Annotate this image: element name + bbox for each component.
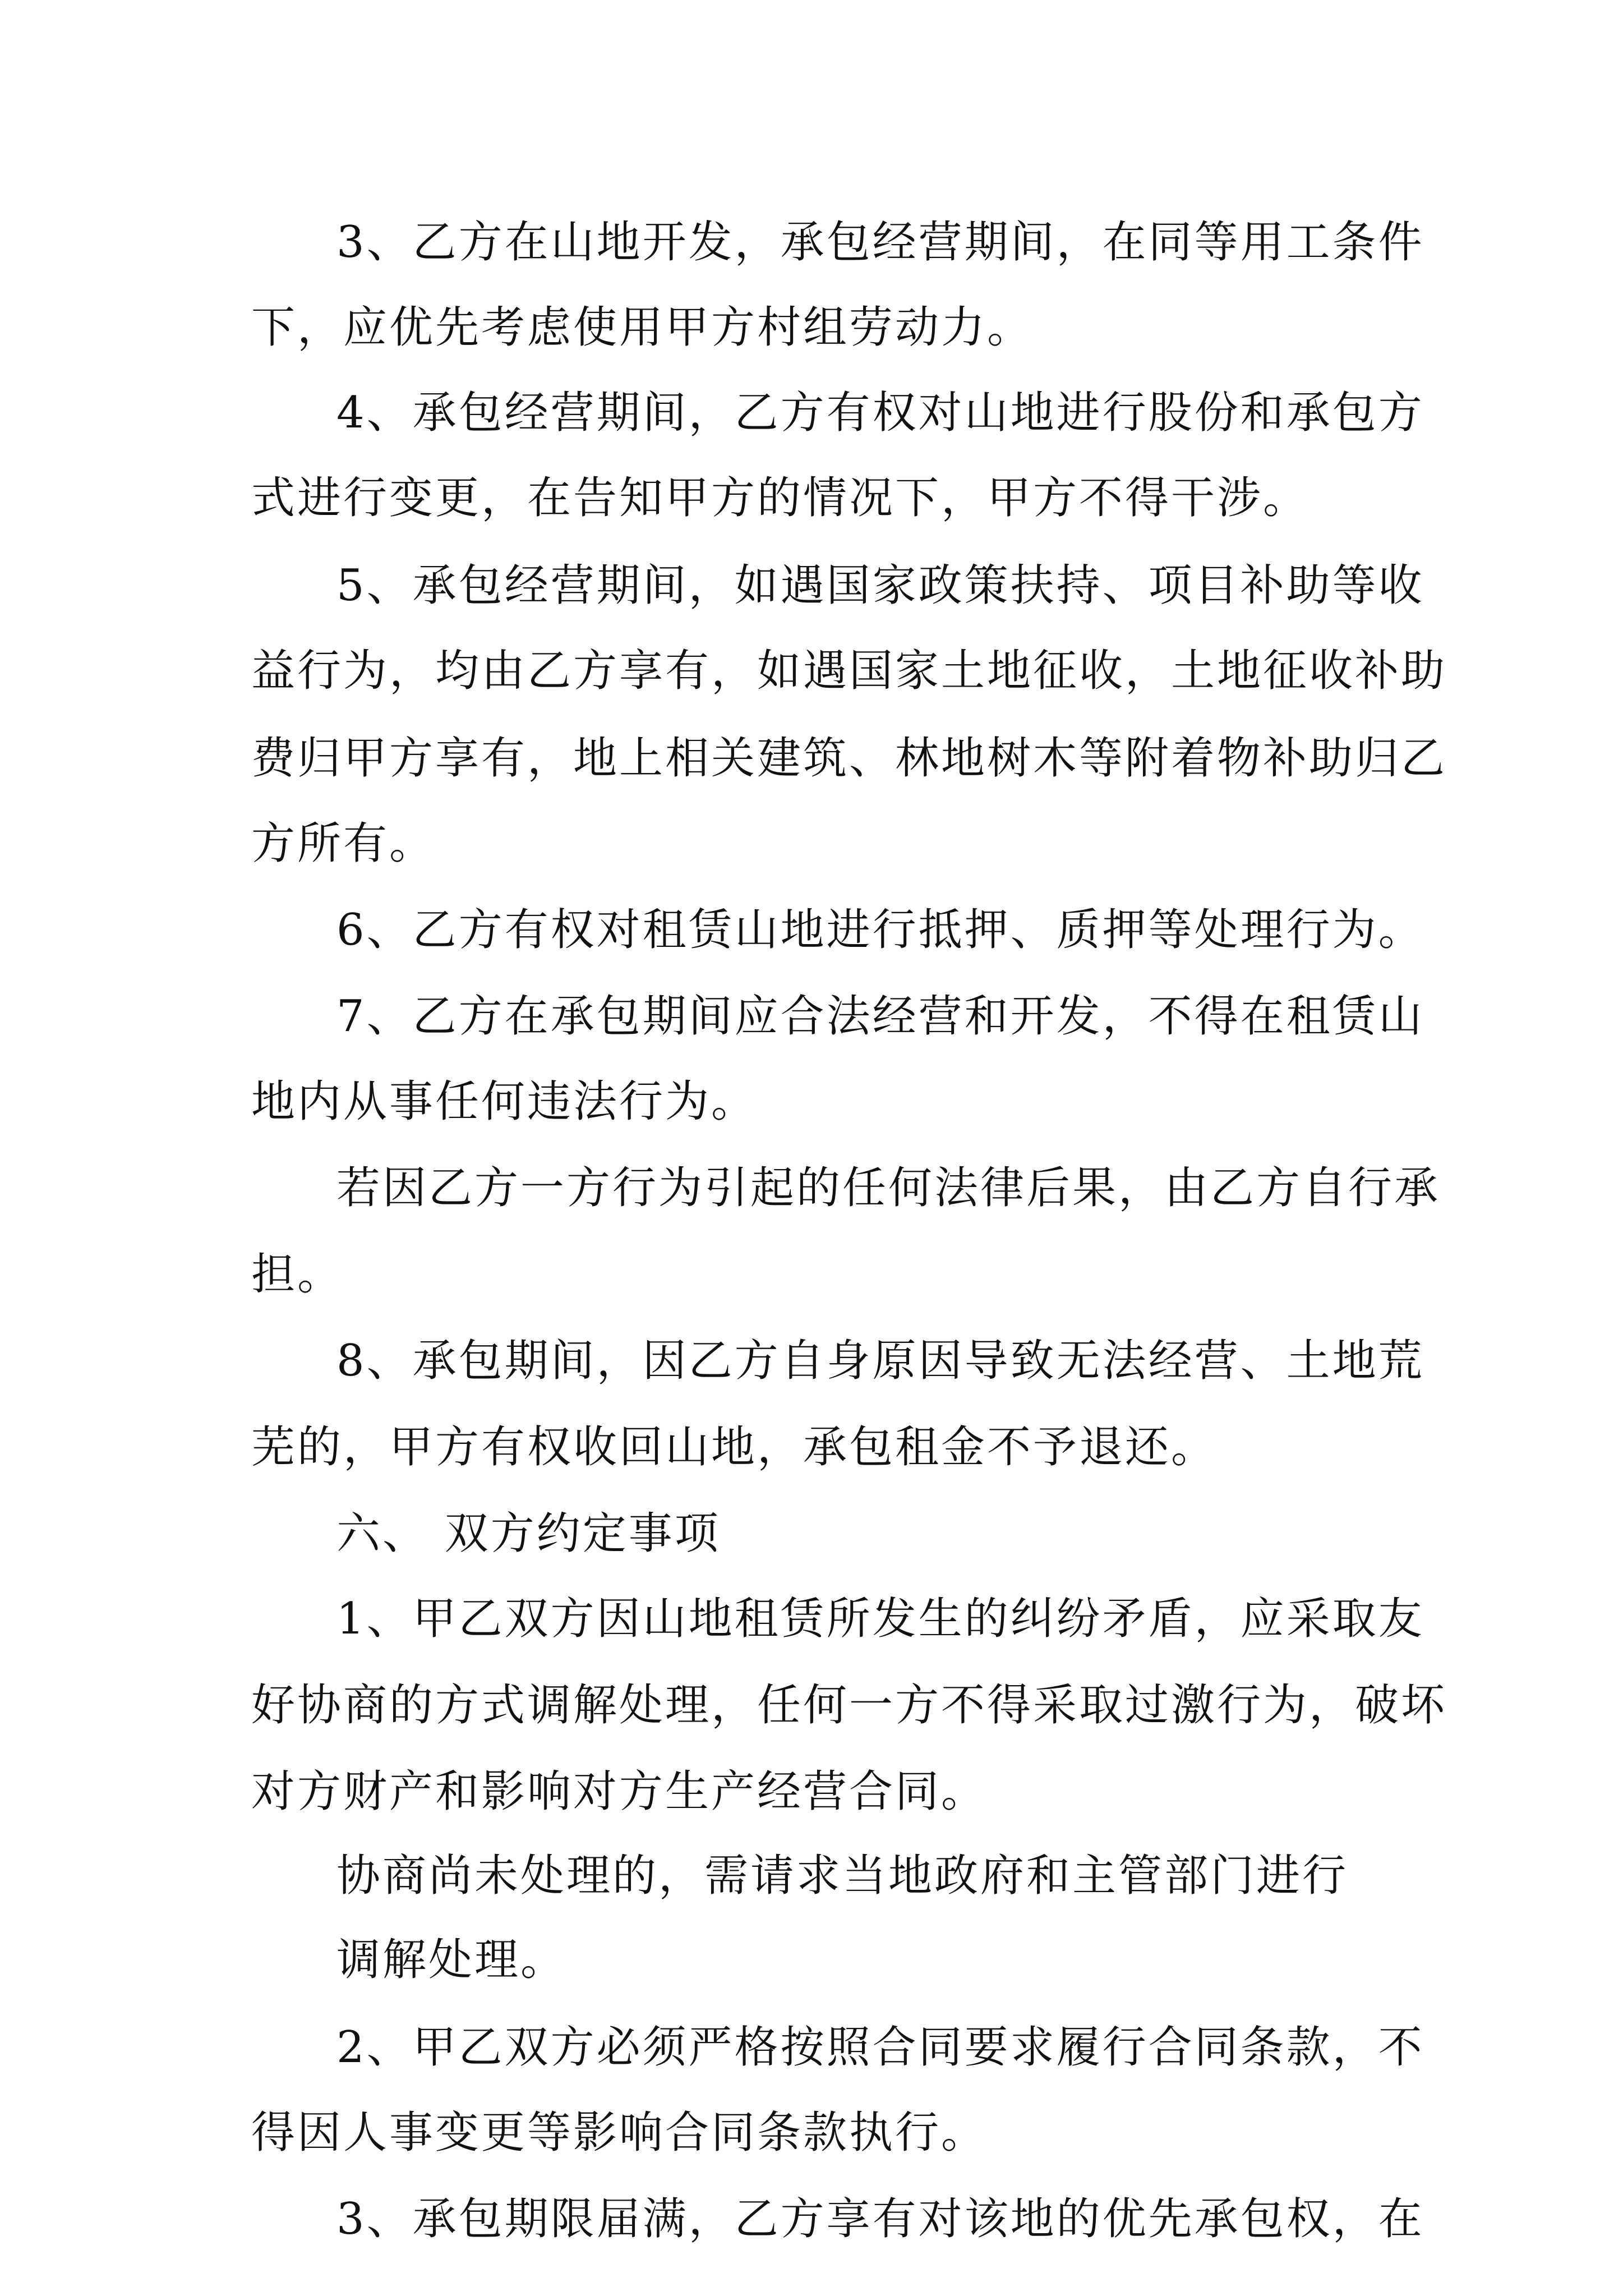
paragraph-line: 协商尚未处理的，需请求当地政府和主管部门进行 xyxy=(336,1851,1349,1901)
paragraph-line: 芜的，甲方有权收回山地，承包租金不予退还。 xyxy=(251,1422,1218,1473)
paragraph-line: 3、乙方在山地开发，承包经营期间，在同等用工条件 xyxy=(336,217,1424,268)
paragraph-line: 1、甲乙双方因山地租赁所发生的纠纷矛盾，应采取友 xyxy=(336,1594,1424,1644)
paragraph-line: 4、承包经营期间，乙方有权对山地进行股份和承包方 xyxy=(336,388,1424,438)
paragraph-line: 对方财产和影响对方生产经营合同。 xyxy=(251,1766,988,1817)
paragraph-line: 益行为，均由乙方享有，如遇国家土地征收，土地征收补助 xyxy=(251,646,1447,696)
paragraph-line: 8、承包期间，因乙方自身原因导致无法经营、土地荒 xyxy=(336,1336,1424,1386)
paragraph-line: 地内从事任何违法行为。 xyxy=(251,1076,758,1127)
paragraph-line: 5、承包经营期间，如遇国家政策扶持、项目补助等收 xyxy=(336,560,1424,611)
paragraph-line: 7、乙方在承包期间应合法经营和开发，不得在租赁山 xyxy=(336,991,1424,1042)
paragraph-line: 3、承包期限届满，乙方享有对该地的优先承包权，在 xyxy=(336,2194,1424,2244)
paragraph-line: 式进行变更，在告知甲方的情况下，甲方不得干涉。 xyxy=(251,473,1310,523)
paragraph-line: 下，应优先考虑使用甲方村组劳动力。 xyxy=(251,302,1034,353)
paragraph-line: 6、乙方有权对租赁山地进行抵押、质押等处理行为。 xyxy=(336,905,1424,955)
paragraph-line: 得因人事变更等影响合同条款执行。 xyxy=(251,2108,988,2158)
paragraph-line: 调解处理。 xyxy=(336,1935,567,1985)
section-heading: 六、 双方约定事项 xyxy=(336,1508,721,1559)
paragraph-line: 担。 xyxy=(251,1249,344,1300)
paragraph-line: 2、甲乙双方必须严格按照合同要求履行合同条款，不 xyxy=(336,2022,1424,2073)
paragraph-line: 好协商的方式调解处理，任何一方不得采取过激行为，破坏 xyxy=(251,1680,1447,1731)
paragraph-line: 费归甲方享有，地上相关建筑、林地树木等附着物补助归乙 xyxy=(251,733,1447,784)
paragraph-line: 方所有。 xyxy=(251,818,436,869)
paragraph-line: 若因乙方一方行为引起的任何法律后果，由乙方自行承 xyxy=(336,1163,1441,1213)
